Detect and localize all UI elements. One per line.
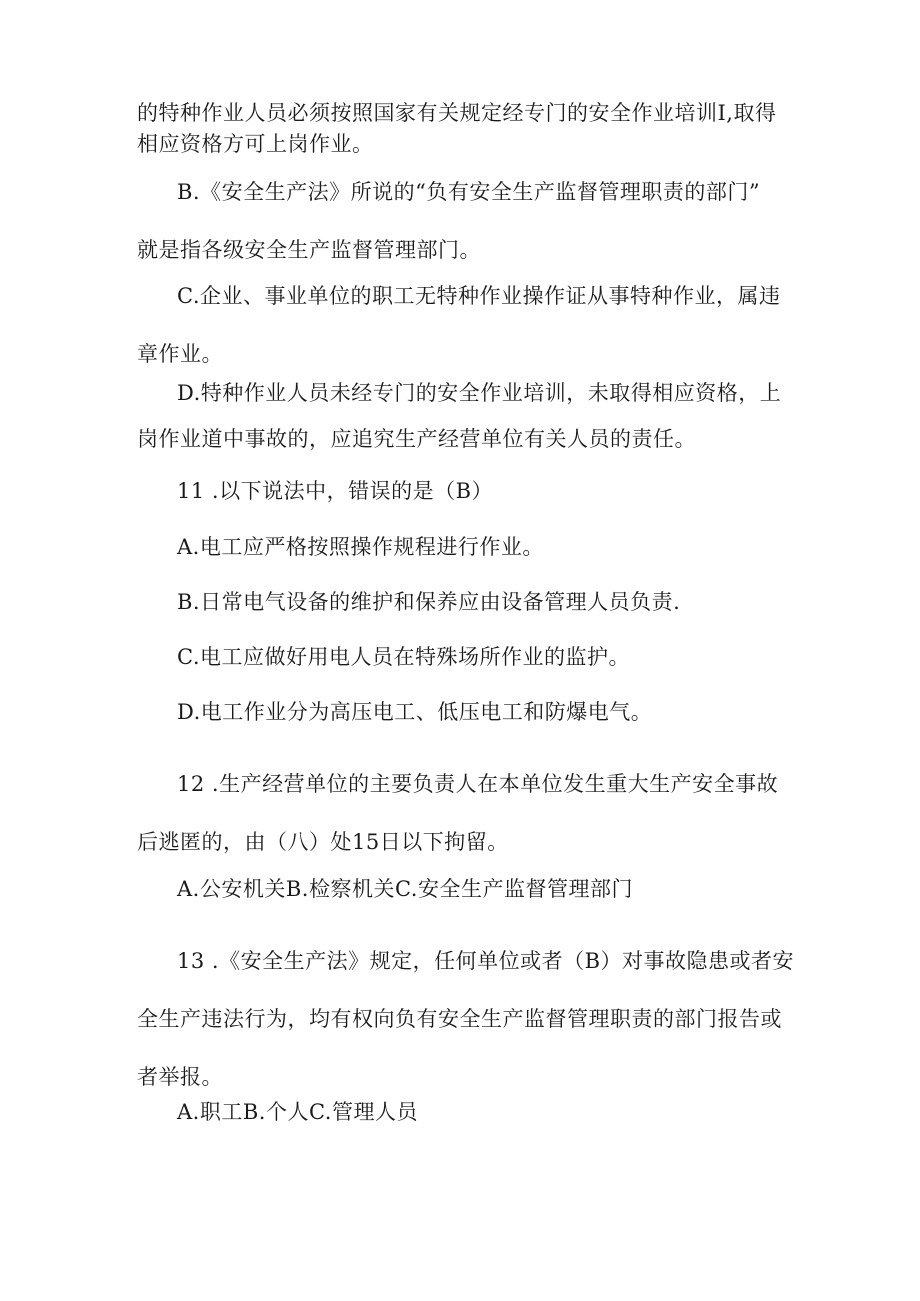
paragraph-continuation [137, 98, 789, 160]
question-11-option-a [137, 532, 789, 562]
text-line: 11 .以下说法中，错误的是（B） [177, 479, 494, 503]
option-b-paragraph [137, 163, 789, 279]
text-line: 后逃匿的，由（八）处15日以下拘留。 [137, 830, 509, 854]
text-line: C.电工应做好用电人员在特殊场所作业的监护。 [177, 645, 630, 669]
text-line: D.电工作业分为高压电工、低压电工和防爆电气。 [177, 700, 653, 724]
question-13-options [137, 1097, 789, 1127]
question-13 [137, 932, 795, 1106]
text-line: 13 .《安全生产法》规定，任何单位或者（B）对事故隐患或者安 [177, 949, 795, 973]
text-line: 者举报。 [137, 1065, 223, 1089]
option-d-paragraph [137, 370, 789, 462]
question-12-options [137, 874, 789, 904]
question-11-option-b [137, 587, 789, 617]
text-line: B.日常电气设备的维护和保养应由设备管理人员负责. [177, 590, 681, 614]
question-11-option-c [137, 642, 789, 672]
question-11 [137, 476, 789, 506]
text-line: 相应资格方可上岗作业。 [137, 132, 374, 156]
question-11-option-d [137, 697, 789, 727]
text-line: A.职工B.个人C.管理人员 [177, 1100, 418, 1124]
text-line: B.《安全生产法》所说的“负有安全生产监督管理职责的部门” [177, 180, 761, 204]
text-line: 章作业。 [137, 342, 223, 366]
text-line: 就是指各级安全生产监督管理部门。 [137, 238, 481, 262]
text-line: A.公安机关B.检察机关C.安全生产监督管理部门 [177, 877, 633, 901]
text-line: D.特种作业人员未经专门的安全作业培训，未取得相应资格，上 [177, 381, 782, 405]
text-line: 全生产违法行为，均有权向负有安全生产监督管理职责的部门报告或 [137, 1007, 782, 1031]
text-line: 12 .生产经营单位的主要负责人在本单位发生重大生产安全事故 [177, 772, 779, 796]
question-12 [137, 755, 789, 871]
text-line: 岗作业道中事故的，应追究生产经营单位有关人员的责任。 [137, 427, 696, 451]
text-line: A.电工应严格按照操作规程进行作业。 [177, 535, 544, 559]
text-line: C.企业、事业单位的职工无特种作业操作证从事特种作业，属违 [177, 284, 781, 308]
text-line: 的特种作业人员必须按照国家有关规定经专门的安全作业培训I,取得 [137, 101, 777, 125]
option-c-paragraph [137, 267, 789, 383]
